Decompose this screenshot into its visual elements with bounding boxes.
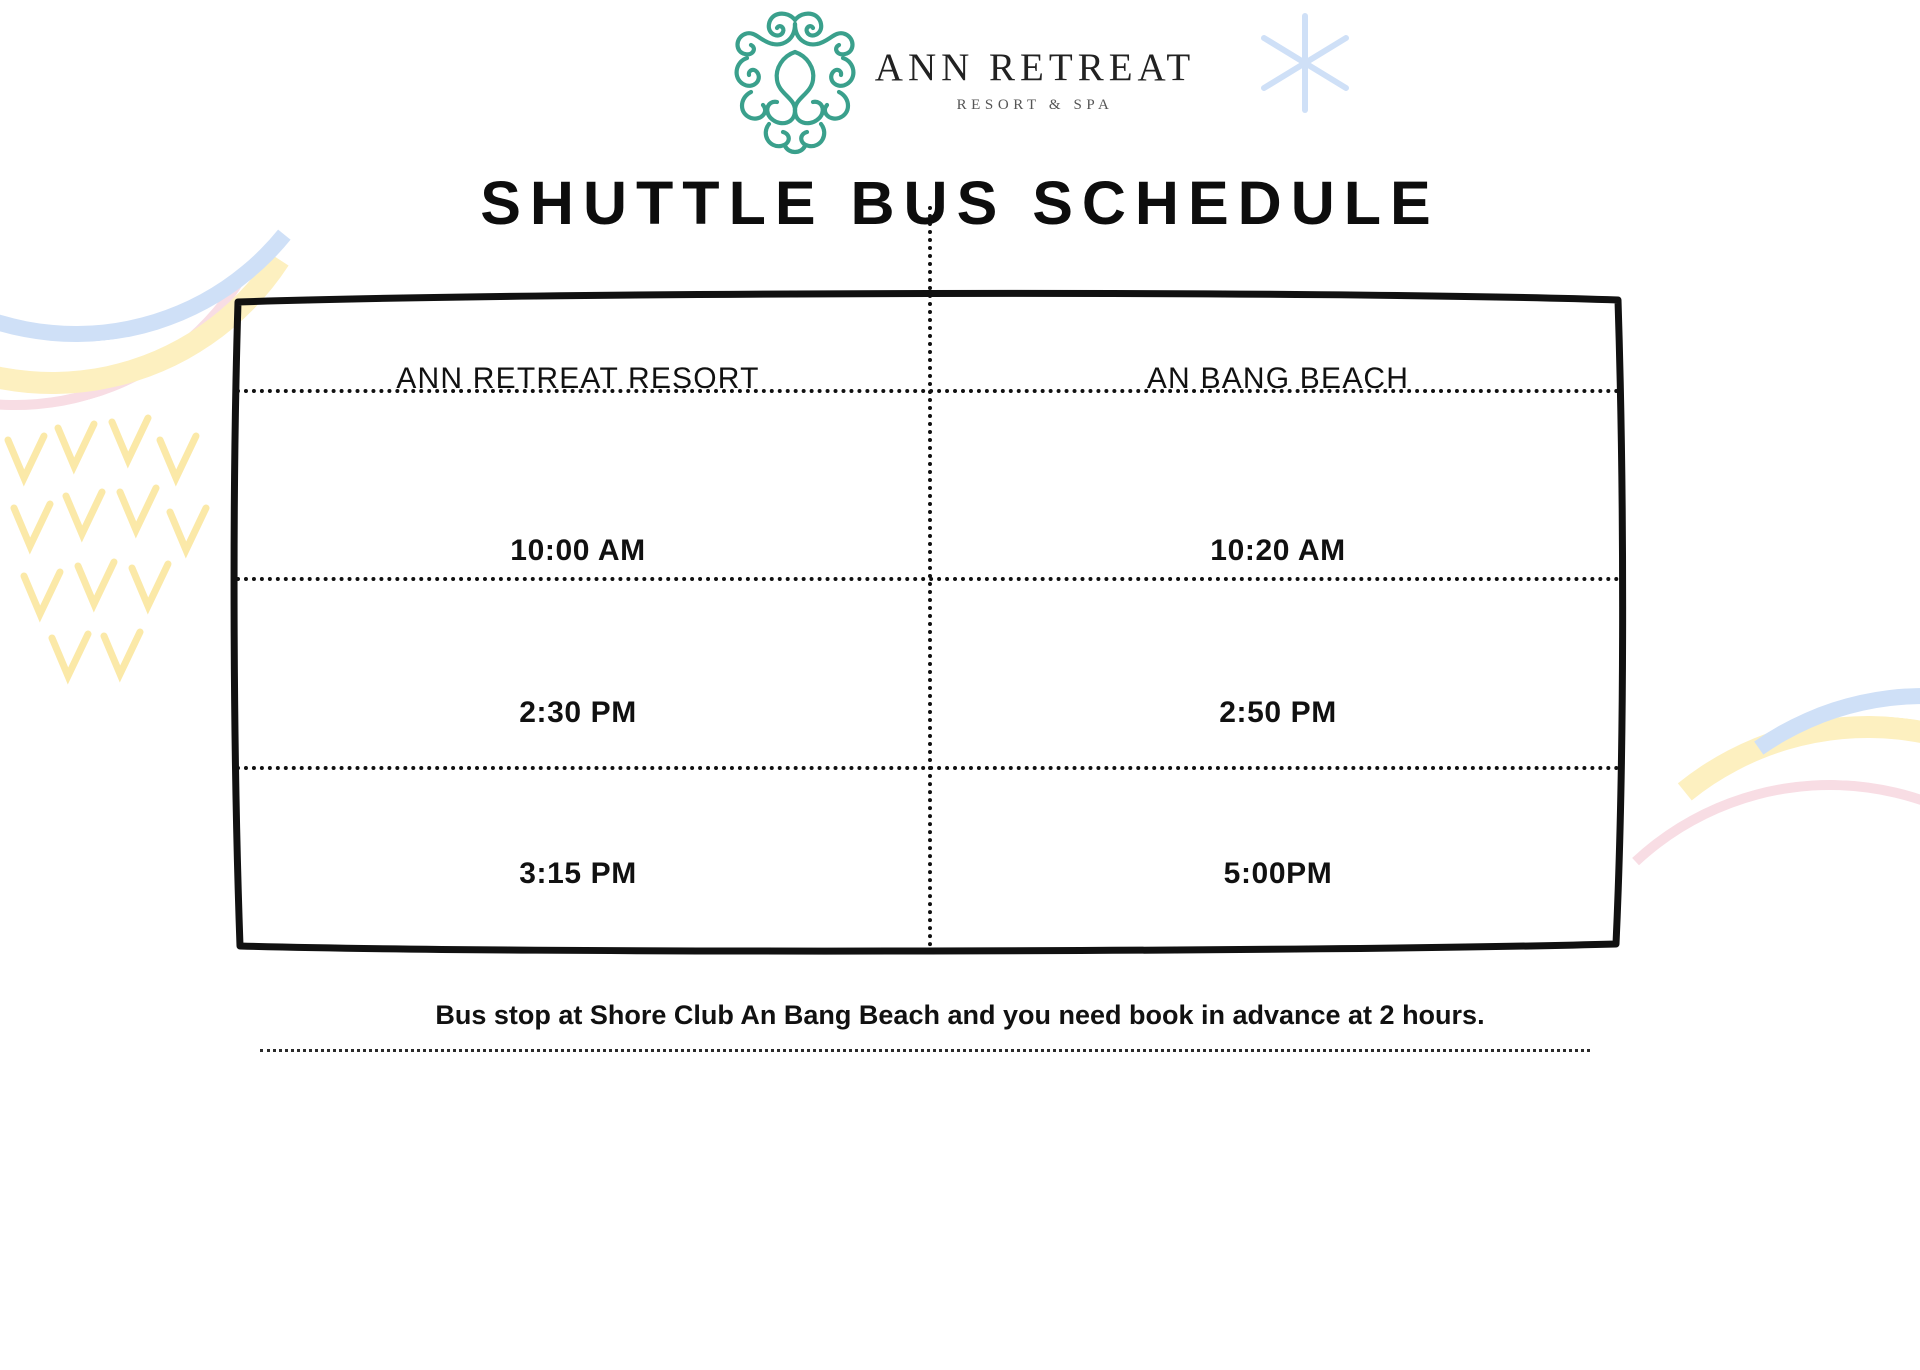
brand-header	[0, 6, 1920, 156]
table-row: 10:20 AM	[1210, 534, 1346, 568]
chevron-doodles-icon	[0, 400, 240, 700]
footnote-text: Bus stop at Shore Club An Bang Beach and you need book in advance at 2 hours.	[435, 1000, 1485, 1030]
column-header-arrival: AN BANG BEACH	[1146, 362, 1410, 396]
shuttle-schedule-table	[228, 288, 1628, 955]
table-row: 2:50 PM	[1219, 695, 1337, 729]
decor-arc-blue-bottom-right	[1581, 641, 1920, 1327]
footnote-dotted-rule	[260, 1049, 1590, 1052]
page-title: SHUTTLE BUS SCHEDULE	[480, 169, 1440, 237]
brand-tagline: RESORT & SPA	[956, 97, 1114, 114]
column-header-departure: ANN RETREAT RESORT	[396, 362, 760, 396]
table-row: 2:30 PM	[519, 695, 637, 729]
brand-name: ANN RETREAT	[874, 45, 1196, 89]
table-row: 5:00PM	[1223, 857, 1333, 891]
table-row: 3:15 PM	[519, 857, 637, 891]
table-row: 10:00 AM	[510, 534, 646, 568]
ornamental-floral-monogram-icon	[725, 6, 865, 156]
